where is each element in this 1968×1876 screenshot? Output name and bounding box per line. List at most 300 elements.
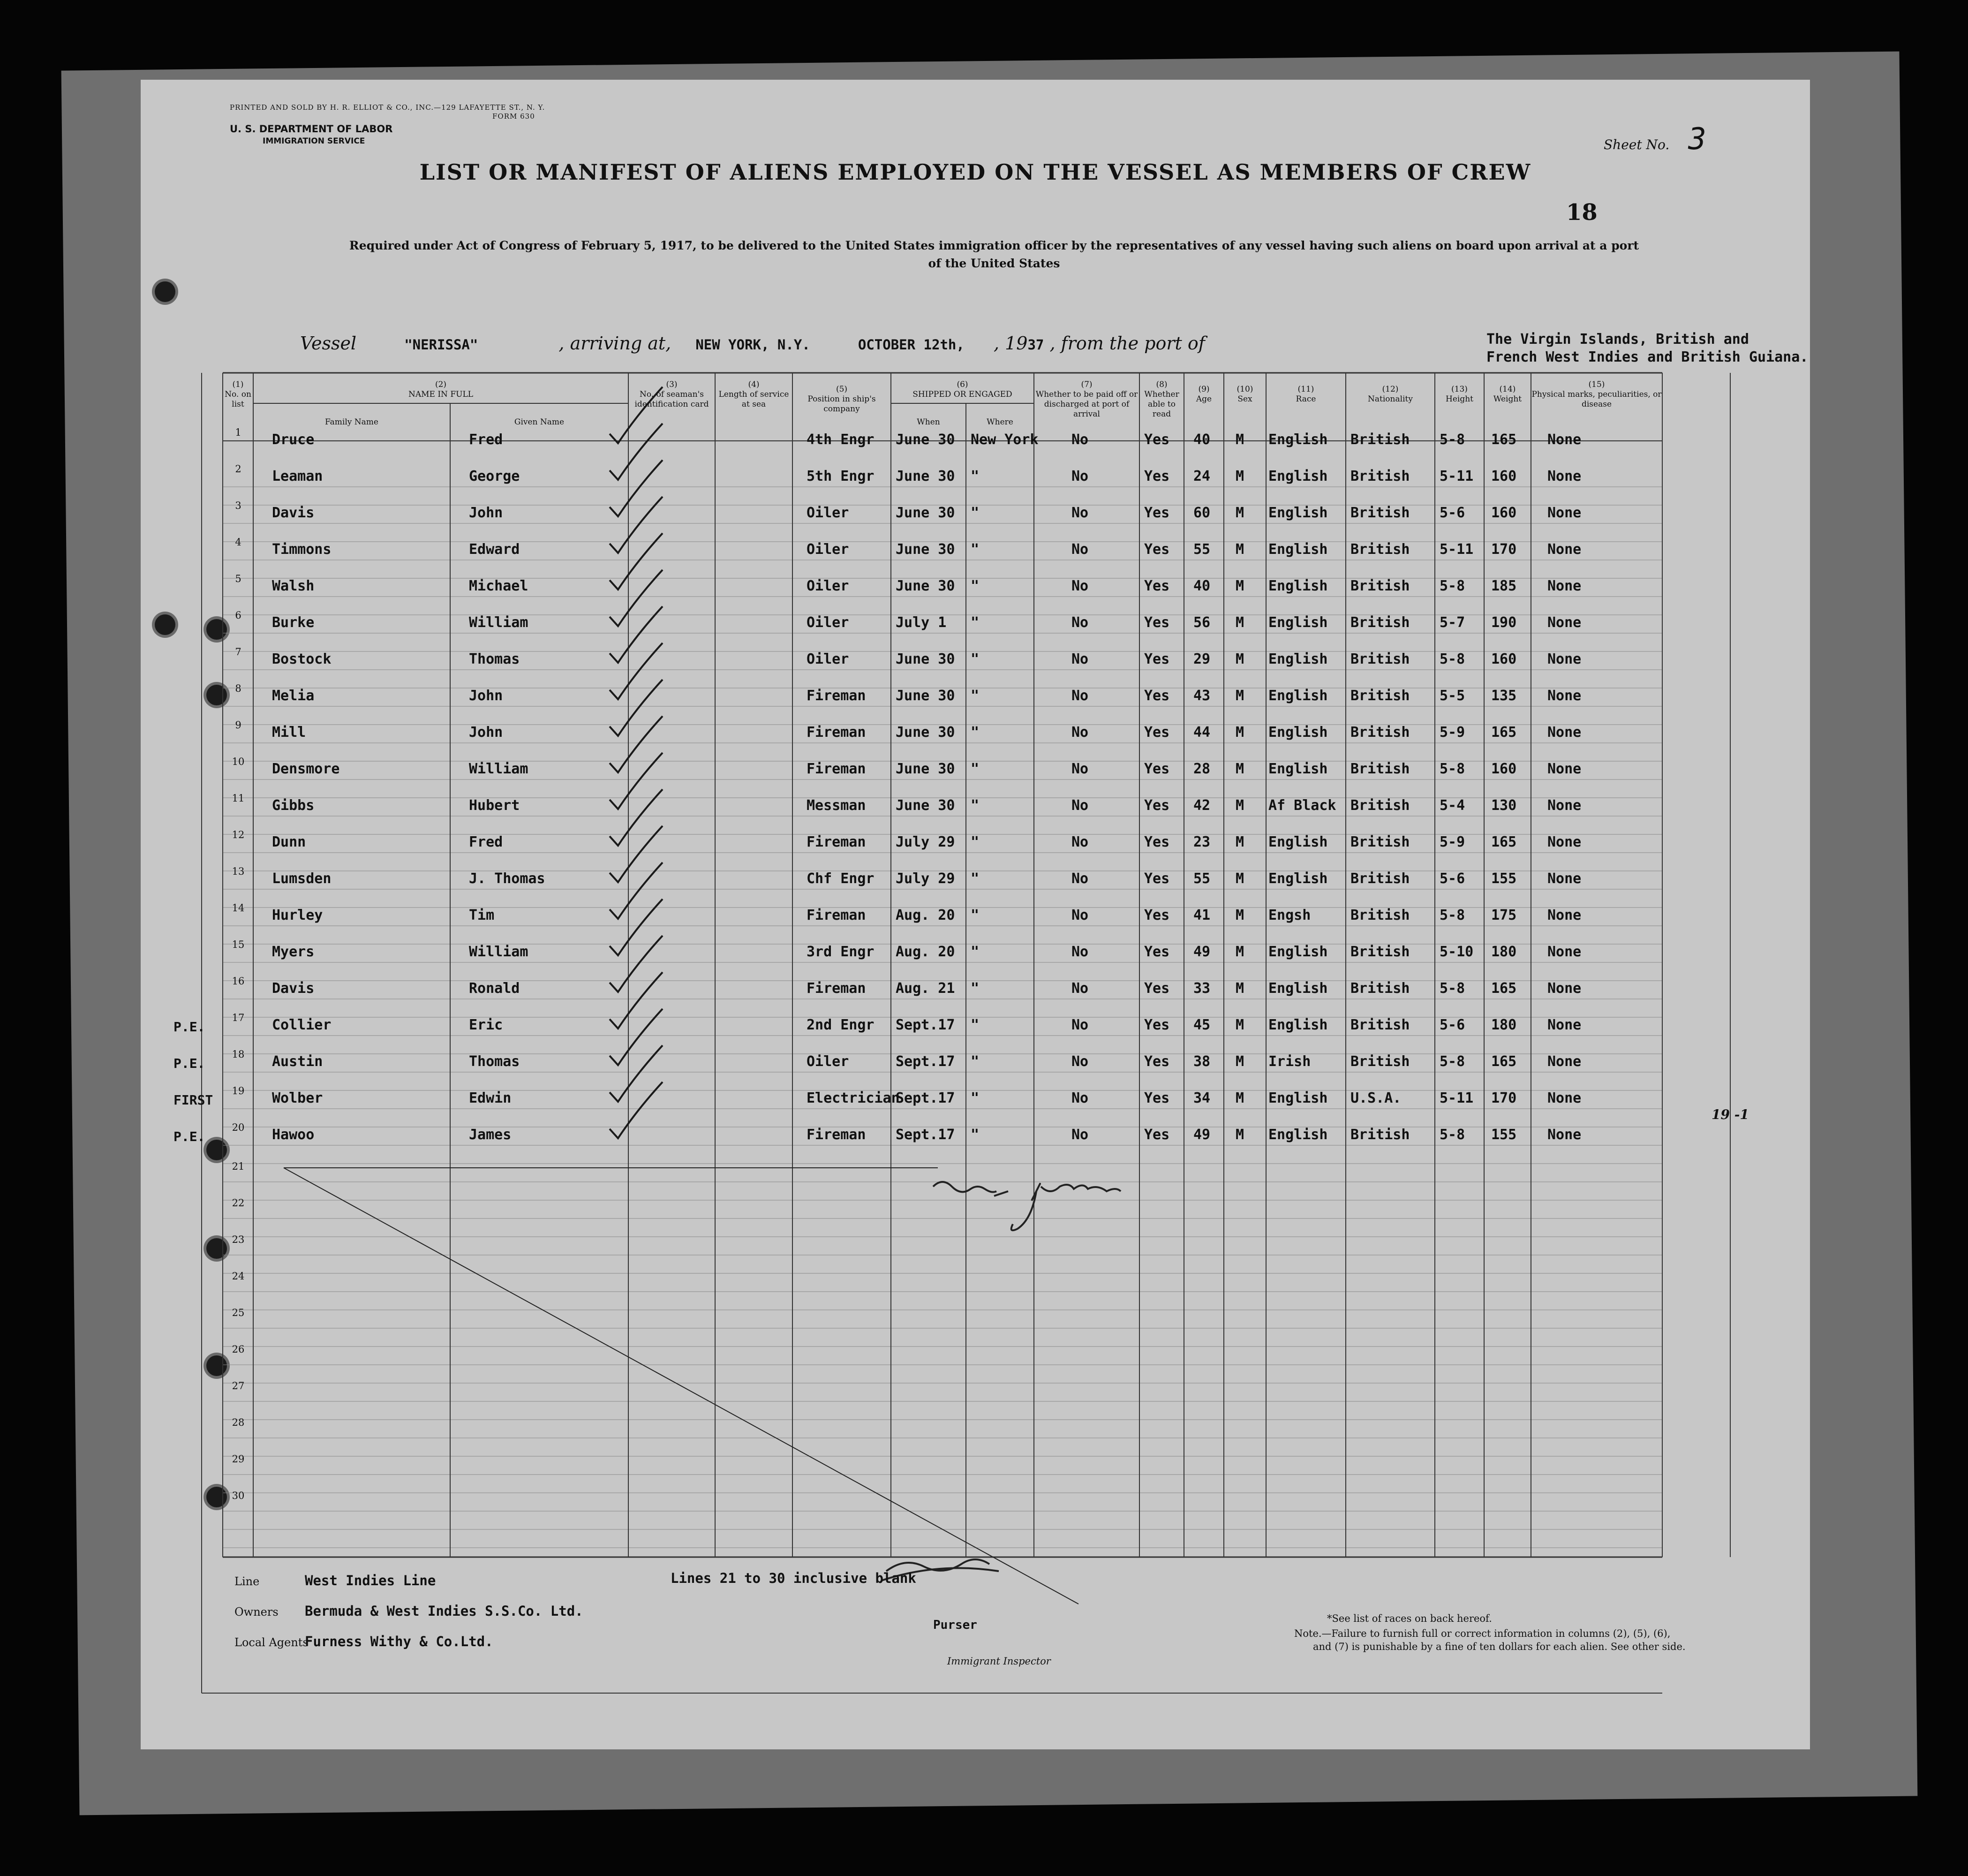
age-cell: 40 xyxy=(1193,431,1211,448)
nationality-cell: British xyxy=(1350,541,1410,558)
race-cell: English xyxy=(1268,614,1328,631)
nationality-cell: British xyxy=(1350,724,1410,741)
column-label: Race xyxy=(1296,394,1316,404)
able-to-read-cell: Yes xyxy=(1144,870,1170,887)
age-cell: 43 xyxy=(1193,688,1211,704)
blank-row-number: 21 xyxy=(232,1161,245,1172)
column-number: (15) xyxy=(1588,380,1605,389)
nationality-cell: British xyxy=(1350,761,1410,777)
paid-off-cell: No xyxy=(1071,614,1089,631)
physical-marks-cell: None xyxy=(1547,724,1582,741)
arrival-port: NEW YORK, N.Y. xyxy=(695,337,810,353)
race-cell: English xyxy=(1268,761,1328,777)
given-name-cell: Ronald xyxy=(469,980,520,997)
shipped-where-cell: " xyxy=(971,980,980,997)
position-cell: Fireman xyxy=(807,834,866,850)
given-name-cell: John xyxy=(469,724,503,741)
position-cell: Oiler xyxy=(807,614,849,631)
physical-marks-cell: None xyxy=(1547,1090,1582,1106)
column-label: Position in ship's company xyxy=(807,394,876,414)
header-length-of-service xyxy=(715,380,792,409)
physical-marks-cell: None xyxy=(1547,614,1582,631)
family-name-cell: Collier xyxy=(272,1017,332,1033)
row-number: 20 xyxy=(232,1122,245,1133)
row-number: 17 xyxy=(232,1012,245,1023)
column-number: (8) xyxy=(1156,380,1168,389)
able-to-read-cell: Yes xyxy=(1144,1053,1170,1070)
given-name-cell: Fred xyxy=(469,431,503,448)
height-cell: 5-8 xyxy=(1440,651,1465,667)
nationality-cell: British xyxy=(1350,614,1410,631)
physical-marks-cell: None xyxy=(1547,761,1582,777)
service-name: IMMIGRATION SERVICE xyxy=(263,136,365,146)
physical-marks-cell: None xyxy=(1547,907,1582,923)
given-name-cell: J. Thomas xyxy=(469,870,545,887)
sex-cell: M xyxy=(1236,541,1244,558)
nationality-cell: U.S.A. xyxy=(1350,1090,1402,1106)
family-name-cell: Druce xyxy=(272,431,315,448)
given-name-cell: Michael xyxy=(469,578,528,594)
weight-cell: 170 xyxy=(1491,1090,1517,1106)
sheet-number-value: 3 xyxy=(1688,122,1706,157)
header-when xyxy=(891,417,966,427)
height-cell: 5-8 xyxy=(1440,1053,1465,1070)
age-cell: 24 xyxy=(1193,468,1211,484)
physical-marks-cell: None xyxy=(1547,541,1582,558)
race-cell: Engsh xyxy=(1268,907,1311,923)
sex-cell: M xyxy=(1236,505,1244,521)
able-to-read-cell: Yes xyxy=(1144,944,1170,960)
able-to-read-cell: Yes xyxy=(1144,724,1170,741)
paid-off-cell: No xyxy=(1071,578,1089,594)
shipped-where-cell: " xyxy=(971,870,980,887)
height-cell: 5-8 xyxy=(1440,578,1465,594)
shipped-when-cell: June 30 xyxy=(896,468,955,484)
shipped-where-cell: " xyxy=(971,505,980,521)
able-to-read-cell: Yes xyxy=(1144,1017,1170,1033)
row-number: 5 xyxy=(235,573,241,584)
shipped-when-cell: June 30 xyxy=(896,797,955,814)
blank-row-number: 30 xyxy=(232,1490,245,1501)
age-cell: 34 xyxy=(1193,1090,1211,1106)
height-cell: 5-6 xyxy=(1440,870,1465,887)
shipped-where-cell: " xyxy=(971,761,980,777)
check-mark-icon xyxy=(610,460,663,516)
row-number: 11 xyxy=(232,793,245,804)
able-to-read-cell: Yes xyxy=(1144,980,1170,997)
able-to-read-cell: Yes xyxy=(1144,614,1170,631)
shipped-when-cell: June 30 xyxy=(896,431,955,448)
race-cell: English xyxy=(1268,505,1328,521)
nationality-cell: British xyxy=(1350,870,1410,887)
header-shipped-or-engaged xyxy=(891,380,1034,400)
able-to-read-cell: Yes xyxy=(1144,688,1170,704)
race-cell: English xyxy=(1268,724,1328,741)
shipped-when-cell: June 30 xyxy=(896,761,955,777)
sex-cell: M xyxy=(1236,870,1244,887)
able-to-read-cell: Yes xyxy=(1144,907,1170,923)
header-height xyxy=(1435,385,1484,404)
header-nationality xyxy=(1346,385,1435,404)
row-number: 3 xyxy=(235,500,241,511)
nationality-cell: British xyxy=(1350,651,1410,667)
race-cell: English xyxy=(1268,1090,1328,1106)
header-id-card xyxy=(628,380,715,409)
shipped-when-cell: July 29 xyxy=(896,834,955,850)
family-name-cell: Leaman xyxy=(272,468,323,484)
position-cell: Messman xyxy=(807,797,866,814)
row-number: 10 xyxy=(232,756,245,767)
shipped-where-cell: " xyxy=(971,541,980,558)
column-label: Given Name xyxy=(514,417,565,427)
row-number: 13 xyxy=(232,866,245,877)
column-label: Age xyxy=(1196,394,1212,404)
column-label: SHIPPED OR ENGAGED xyxy=(912,390,1012,399)
weight-cell: 165 xyxy=(1491,834,1517,850)
list-number: 18 xyxy=(1566,199,1598,226)
shipped-when-cell: Aug. 20 xyxy=(896,944,955,960)
sex-cell: M xyxy=(1236,578,1244,594)
family-name-cell: Gibbs xyxy=(272,797,315,814)
family-name-cell: Melia xyxy=(272,688,315,704)
height-cell: 5-4 xyxy=(1440,797,1465,814)
family-name-cell: Hurley xyxy=(272,907,323,923)
able-to-read-cell: Yes xyxy=(1144,761,1170,777)
position-cell: 3rd Engr xyxy=(807,944,875,960)
race-cell: English xyxy=(1268,870,1328,887)
shipped-when-cell: Sept.17 xyxy=(896,1053,955,1070)
header-family-name xyxy=(253,417,450,427)
manifest-sheet xyxy=(141,80,1810,1749)
printer-line: PRINTED AND SOLD BY H. R. ELLIOT & CO., INC.—129 LAFAYETTE ST., N. Y. xyxy=(230,103,545,112)
inspector-label: Immigrant Inspector xyxy=(947,1656,1051,1667)
header-weight xyxy=(1484,385,1531,404)
column-number: (7) xyxy=(1081,380,1093,389)
shipped-when-cell: June 30 xyxy=(896,541,955,558)
given-name-cell: Fred xyxy=(469,834,503,850)
physical-marks-cell: None xyxy=(1547,651,1582,667)
shipped-where-cell: " xyxy=(971,1017,980,1033)
weight-cell: 165 xyxy=(1491,980,1517,997)
given-name-cell: George xyxy=(469,468,520,484)
height-cell: 5-8 xyxy=(1440,907,1465,923)
row-number: 4 xyxy=(235,537,241,548)
shipped-when-cell: June 30 xyxy=(896,578,955,594)
shipped-when-cell: June 30 xyxy=(896,688,955,704)
age-cell: 29 xyxy=(1193,651,1211,667)
sex-cell: M xyxy=(1236,724,1244,741)
row-number: 1 xyxy=(235,427,241,438)
subtitle-line: Required under Act of Congress of February 5, 1917, to be delivered to the United States immigration officer by the representatives of any vessel having such aliens on board upon arrival at a port xyxy=(349,239,1639,252)
weight-cell: 165 xyxy=(1491,1053,1517,1070)
nationality-cell: British xyxy=(1350,431,1410,448)
paid-off-cell: No xyxy=(1071,1127,1089,1143)
vessel-label: Vessel xyxy=(300,333,357,354)
position-cell: Oiler xyxy=(807,541,849,558)
vessel-name: "NERISSA" xyxy=(404,337,478,353)
race-cell: English xyxy=(1268,468,1328,484)
able-to-read-cell: Yes xyxy=(1144,1127,1170,1143)
nationality-cell: British xyxy=(1350,1127,1410,1143)
row-margin-mark: P.E. xyxy=(173,1056,205,1071)
given-name-cell: William xyxy=(469,614,528,631)
family-name-cell: Austin xyxy=(272,1053,323,1070)
weight-cell: 165 xyxy=(1491,431,1517,448)
family-name-cell: Dunn xyxy=(272,834,306,850)
race-cell: English xyxy=(1268,651,1328,667)
line-value: West Indies Line xyxy=(305,1573,436,1589)
height-cell: 5-6 xyxy=(1440,1017,1465,1033)
able-to-read-cell: Yes xyxy=(1144,651,1170,667)
weight-cell: 180 xyxy=(1491,1017,1517,1033)
physical-marks-cell: None xyxy=(1547,468,1582,484)
age-cell: 44 xyxy=(1193,724,1211,741)
header-age xyxy=(1184,385,1224,404)
nationality-cell: British xyxy=(1350,907,1410,923)
height-cell: 5-6 xyxy=(1440,505,1465,521)
sex-cell: M xyxy=(1236,944,1244,960)
column-label: Length of service at sea xyxy=(718,390,789,409)
blank-row-number: 26 xyxy=(232,1344,245,1355)
family-name-cell: Davis xyxy=(272,980,315,997)
sex-cell: M xyxy=(1236,761,1244,777)
physical-marks-cell: None xyxy=(1547,505,1582,521)
paid-off-cell: No xyxy=(1071,834,1089,850)
column-label: Sex xyxy=(1237,394,1252,404)
sex-cell: M xyxy=(1236,1090,1244,1106)
family-name-cell: Walsh xyxy=(272,578,315,594)
family-name-cell: Densmore xyxy=(272,761,340,777)
from-port-label: , from the port of xyxy=(1049,333,1205,354)
height-cell: 5-8 xyxy=(1440,761,1465,777)
shipped-where-cell: " xyxy=(971,578,980,594)
row-number: 9 xyxy=(235,719,241,731)
race-cell: English xyxy=(1268,980,1328,997)
race-cell: English xyxy=(1268,578,1328,594)
department-name: U. S. DEPARTMENT OF LABOR xyxy=(230,123,393,135)
age-cell: 33 xyxy=(1193,980,1211,997)
nationality-cell: British xyxy=(1350,797,1410,814)
height-cell: 5-9 xyxy=(1440,834,1465,850)
row-margin-mark: P.E. xyxy=(173,1129,205,1144)
weight-cell: 190 xyxy=(1491,614,1517,631)
race-cell: English xyxy=(1268,1127,1328,1143)
position-cell: Fireman xyxy=(807,907,866,923)
given-name-cell: Edwin xyxy=(469,1090,512,1106)
column-label: Where xyxy=(987,417,1013,427)
column-number: (2) xyxy=(435,380,447,389)
shipped-when-cell: June 30 xyxy=(896,651,955,667)
race-cell: Af Black xyxy=(1268,797,1336,814)
row-number: 16 xyxy=(232,976,245,987)
agents-value: Furness Withy & Co.Ltd. xyxy=(305,1634,493,1649)
shipped-when-cell: Sept.17 xyxy=(896,1127,955,1143)
position-cell: Fireman xyxy=(807,980,866,997)
family-name-cell: Timmons xyxy=(272,541,332,558)
weight-cell: 155 xyxy=(1491,870,1517,887)
paid-off-cell: No xyxy=(1071,431,1089,448)
height-cell: 5-5 xyxy=(1440,688,1465,704)
row-number: 8 xyxy=(235,683,241,694)
race-cell: English xyxy=(1268,944,1328,960)
nationality-cell: British xyxy=(1350,468,1410,484)
blank-row-number: 22 xyxy=(232,1197,245,1209)
column-number: (10) xyxy=(1237,385,1253,394)
row-margin-mark: P.E. xyxy=(173,1019,205,1035)
row-number: 18 xyxy=(232,1049,245,1060)
header-name-in-full xyxy=(253,380,628,400)
shipped-where-cell: " xyxy=(971,468,980,484)
line-label: Line xyxy=(234,1575,260,1588)
age-cell: 42 xyxy=(1193,797,1211,814)
row-number: 15 xyxy=(232,939,245,950)
sex-cell: M xyxy=(1236,614,1244,631)
physical-marks-cell: None xyxy=(1547,688,1582,704)
position-cell: Oiler xyxy=(807,651,849,667)
row-number: 19 xyxy=(232,1085,245,1097)
column-number: (11) xyxy=(1297,385,1314,394)
given-name-cell: William xyxy=(469,944,528,960)
shipped-where-cell: " xyxy=(971,1127,980,1143)
penalty-note: Note.—Failure to furnish full or correct information in columns (2), (5), (6), xyxy=(1294,1628,1671,1639)
nationality-cell: British xyxy=(1350,1053,1410,1070)
height-cell: 5-8 xyxy=(1440,431,1465,448)
able-to-read-cell: Yes xyxy=(1144,431,1170,448)
position-cell: Oiler xyxy=(807,1053,849,1070)
sex-cell: M xyxy=(1236,1053,1244,1070)
departure-port-line: French West Indies and British Guiana. xyxy=(1486,349,1809,365)
weight-cell: 130 xyxy=(1491,797,1517,814)
position-cell: Fireman xyxy=(807,688,866,704)
paid-off-cell: No xyxy=(1071,651,1089,667)
given-name-cell: Thomas xyxy=(469,1053,520,1070)
column-number: (12) xyxy=(1382,385,1399,394)
family-name-cell: Hawoo xyxy=(272,1127,315,1143)
race-cell: Irish xyxy=(1268,1053,1311,1070)
header-no-on-list xyxy=(223,380,253,409)
position-cell: Fireman xyxy=(807,761,866,777)
check-mark-icon xyxy=(610,424,663,480)
shipped-where-cell: New York xyxy=(971,431,1039,448)
grid-line xyxy=(284,1168,1078,1604)
blank-row-number: 23 xyxy=(232,1234,245,1245)
arrival-date: OCTOBER 12th, xyxy=(858,337,965,353)
sex-cell: M xyxy=(1236,797,1244,814)
sex-cell: M xyxy=(1236,1017,1244,1033)
age-cell: 60 xyxy=(1193,505,1211,521)
blank-lines-note: Lines 21 to 30 inclusive blank xyxy=(671,1570,916,1586)
shipped-where-cell: " xyxy=(971,724,980,741)
family-name-cell: Lumsden xyxy=(272,870,332,887)
sex-cell: M xyxy=(1236,688,1244,704)
position-cell: Fireman xyxy=(807,1127,866,1143)
column-number: (6) xyxy=(957,380,968,389)
shipped-when-cell: Sept.17 xyxy=(896,1017,955,1033)
given-name-cell: James xyxy=(469,1127,512,1143)
family-name-cell: Mill xyxy=(272,724,306,741)
given-name-cell: Eric xyxy=(469,1017,503,1033)
physical-marks-cell: None xyxy=(1547,797,1582,814)
shipped-where-cell: " xyxy=(971,614,980,631)
shipped-when-cell: Aug. 21 xyxy=(896,980,955,997)
able-to-read-cell: Yes xyxy=(1144,541,1170,558)
blank-row-number: 24 xyxy=(232,1271,245,1282)
form-number: FORM 630 xyxy=(492,112,535,121)
column-label: No. of seaman's identification card xyxy=(634,390,709,409)
paid-off-cell: No xyxy=(1071,505,1089,521)
column-label: Height xyxy=(1446,394,1473,404)
departure-port-line: The Virgin Islands, British and xyxy=(1486,331,1749,348)
age-cell: 49 xyxy=(1193,1127,1211,1143)
height-cell: 5-11 xyxy=(1440,468,1474,484)
race-cell: English xyxy=(1268,1017,1328,1033)
column-number: (9) xyxy=(1198,385,1210,394)
header-physical-marks xyxy=(1531,380,1662,409)
paid-off-cell: No xyxy=(1071,1017,1089,1033)
weight-cell: 175 xyxy=(1491,907,1517,923)
column-label: When xyxy=(917,417,940,427)
shipped-when-cell: July 29 xyxy=(896,870,955,887)
sex-cell: M xyxy=(1236,1127,1244,1143)
able-to-read-cell: Yes xyxy=(1144,834,1170,850)
row-number: 14 xyxy=(232,902,245,914)
shipped-where-cell: " xyxy=(971,1090,980,1106)
weight-cell: 160 xyxy=(1491,505,1517,521)
given-name-cell: Tim xyxy=(469,907,495,923)
nationality-cell: British xyxy=(1350,505,1410,521)
row-number: 7 xyxy=(235,646,241,658)
family-name-cell: Wolber xyxy=(272,1090,323,1106)
nationality-cell: British xyxy=(1350,578,1410,594)
owners-value: Bermuda & West Indies S.S.Co. Ltd. xyxy=(305,1603,583,1619)
sex-cell: M xyxy=(1236,834,1244,850)
shipped-where-cell: " xyxy=(971,688,980,704)
sex-cell: M xyxy=(1236,980,1244,997)
sex-cell: M xyxy=(1236,468,1244,484)
weight-cell: 135 xyxy=(1491,688,1517,704)
column-label: No. on list xyxy=(225,390,251,409)
paid-off-cell: No xyxy=(1071,980,1089,997)
able-to-read-cell: Yes xyxy=(1144,505,1170,521)
able-to-read-cell: Yes xyxy=(1144,578,1170,594)
year-suffix: 37 xyxy=(1027,337,1044,353)
owners-label: Owners xyxy=(234,1605,279,1619)
header-race xyxy=(1266,385,1346,404)
sex-cell: M xyxy=(1236,651,1244,667)
nationality-cell: British xyxy=(1350,980,1410,997)
physical-marks-cell: None xyxy=(1547,870,1582,887)
given-name-cell: William xyxy=(469,761,528,777)
physical-marks-cell: None xyxy=(1547,980,1582,997)
family-name-cell: Bostock xyxy=(272,651,332,667)
shipped-where-cell: " xyxy=(971,907,980,923)
row-margin-mark: FIRST xyxy=(173,1092,213,1108)
given-name-cell: John xyxy=(469,505,503,521)
column-label: Weight xyxy=(1493,394,1522,404)
position-cell: 4th Engr xyxy=(807,431,875,448)
year-prefix: , 19 xyxy=(993,333,1028,354)
nationality-cell: British xyxy=(1350,834,1410,850)
age-cell: 55 xyxy=(1193,870,1211,887)
able-to-read-cell: Yes xyxy=(1144,797,1170,814)
sex-cell: M xyxy=(1236,431,1244,448)
page-title: LIST OR MANIFEST OF ALIENS EMPLOYED ON THE VESSEL AS MEMBERS OF CREW xyxy=(419,159,1531,185)
shipped-when-cell: June 30 xyxy=(896,505,955,521)
paid-off-cell: No xyxy=(1071,761,1089,777)
paid-off-cell: No xyxy=(1071,1090,1089,1106)
header-given-name xyxy=(450,417,628,427)
weight-cell: 180 xyxy=(1491,944,1517,960)
